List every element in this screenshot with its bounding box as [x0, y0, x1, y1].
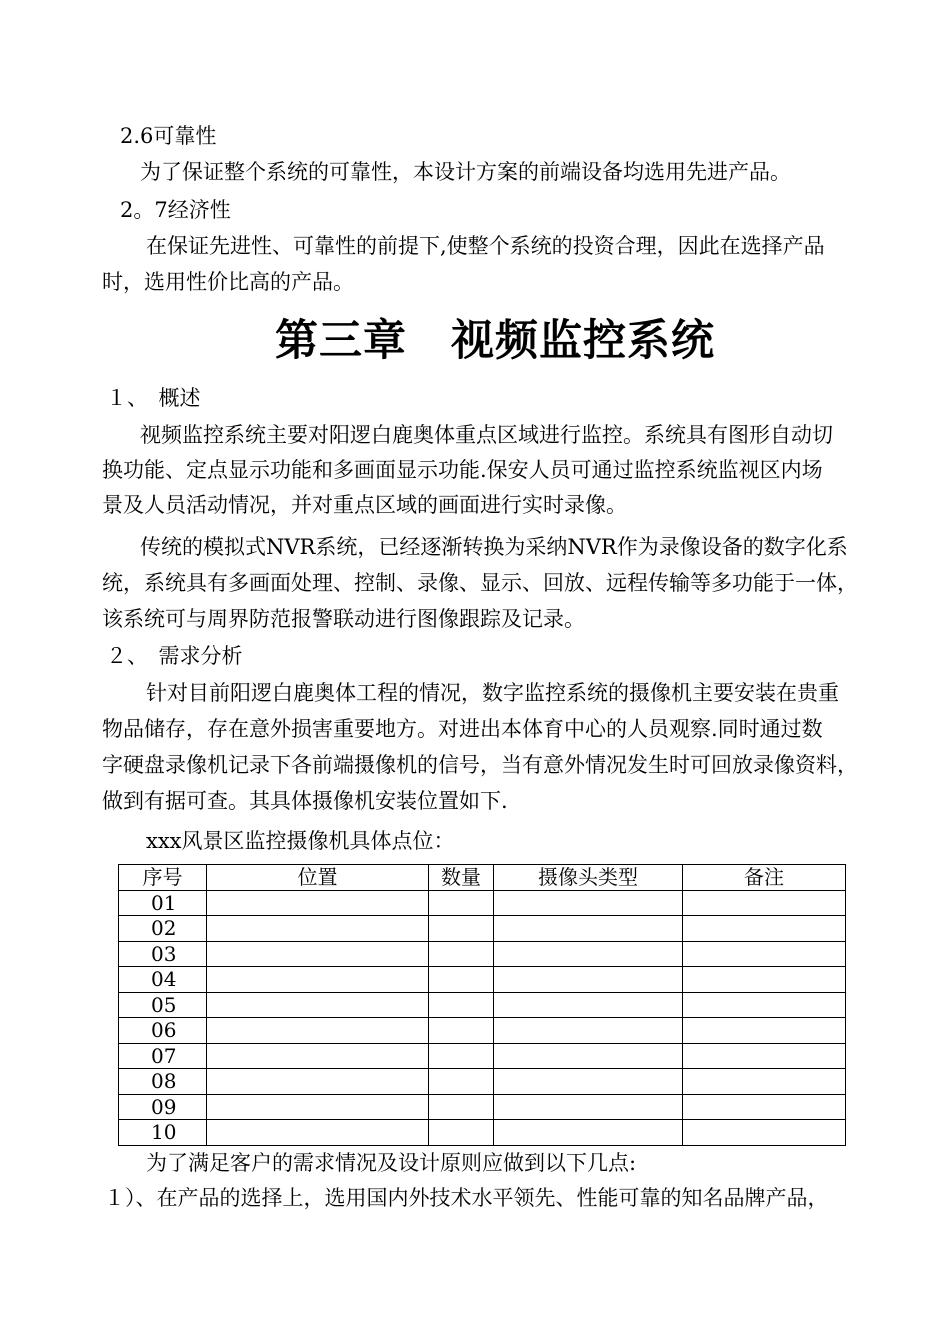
- cell-remarks: [683, 1043, 846, 1069]
- table-row: [119, 1018, 846, 1044]
- cell-remarks: [683, 1094, 846, 1120]
- cell-location: [207, 916, 429, 942]
- table-header-row: [119, 865, 846, 891]
- row-number: 01: [119, 890, 207, 916]
- cell-location: [207, 967, 429, 993]
- cell-location: [207, 992, 429, 1018]
- cell-quantity: [429, 1120, 494, 1146]
- section-2-6-body: 为了保证整个系统的可靠性，本设计方案的前端设备均选用先进产品。: [140, 160, 791, 184]
- cell-location: [207, 1094, 429, 1120]
- cell-camera-type: [494, 967, 683, 993]
- section-2-7-body-line-1: 在保证先进性、可靠性的前提下,使整个系统的投资合理，因此在选择产品: [146, 234, 825, 258]
- section-2-7-heading: 2。7经济性: [120, 198, 231, 222]
- cell-quantity: [429, 1094, 494, 1120]
- section-2-6-heading: 2.6可靠性: [120, 124, 217, 148]
- cell-remarks: [683, 916, 846, 942]
- analysis-p1-line-1: 针对目前阳逻白鹿奥体工程的情况，数字监控系统的摄像机主要安装在贵重: [146, 681, 839, 705]
- row-number: 10: [119, 1120, 207, 1146]
- table-row: [119, 916, 846, 942]
- cell-remarks: [683, 1120, 846, 1146]
- cell-location: [207, 1043, 429, 1069]
- cell-camera-type: [494, 916, 683, 942]
- column-header-location: 位置: [207, 865, 429, 891]
- table-row: [119, 1120, 846, 1146]
- table-row: [119, 890, 846, 916]
- cell-camera-type: [494, 1069, 683, 1095]
- cell-quantity: [429, 1069, 494, 1095]
- cell-camera-type: [494, 1094, 683, 1120]
- cell-quantity: [429, 1018, 494, 1044]
- cell-camera-type: [494, 1018, 683, 1044]
- table-row: [119, 967, 846, 993]
- row-number: 08: [119, 1069, 207, 1095]
- cell-remarks: [683, 992, 846, 1018]
- cell-quantity: [429, 1043, 494, 1069]
- cell-remarks: [683, 1018, 846, 1044]
- cell-quantity: [429, 992, 494, 1018]
- requirements-intro: 为了满足客户的需求情况及设计原则应做到以下几点:: [146, 1151, 637, 1175]
- row-number: 07: [119, 1043, 207, 1069]
- cell-camera-type: [494, 890, 683, 916]
- cell-remarks: [683, 967, 846, 993]
- overview-p2-line-3: 该系统可与周界防范报警联动进行图像跟踪及记录。: [102, 607, 585, 631]
- cell-remarks: [683, 941, 846, 967]
- cell-quantity: [429, 890, 494, 916]
- cell-location: [207, 1120, 429, 1146]
- table-row: [119, 1094, 846, 1120]
- table-row: [119, 941, 846, 967]
- cell-location: [207, 890, 429, 916]
- analysis-p1-line-2: 物品储存，存在意外损害重要地方。对进出本体育中心的人员观察.同时通过数: [102, 717, 823, 741]
- analysis-p1-line-3: 字硬盘录像机记录下各前端摄像机的信号，当有意外情况发生时可回放录像资料，: [102, 753, 858, 777]
- cell-camera-type: [494, 1043, 683, 1069]
- camera-points-table: [118, 864, 846, 1146]
- cell-camera-type: [494, 1120, 683, 1146]
- cell-quantity: [429, 916, 494, 942]
- table-row: [119, 1043, 846, 1069]
- row-number: 05: [119, 992, 207, 1018]
- overview-p2-line-2: 统，系统具有多画面处理、控制、录像、显示、回放、远程传输等多功能于一体，: [102, 571, 858, 595]
- cell-location: [207, 1069, 429, 1095]
- overview-p1-line-3: 景及人员活动情况，并对重点区域的画面进行实时录像。: [102, 493, 627, 517]
- cell-location: [207, 941, 429, 967]
- cell-remarks: [683, 890, 846, 916]
- row-number: 03: [119, 941, 207, 967]
- chapter-title: 第三章 视频监控系统: [275, 316, 715, 366]
- table-row: [119, 992, 846, 1018]
- column-header-quantity: 数量: [429, 865, 494, 891]
- row-number: 06: [119, 1018, 207, 1044]
- cell-camera-type: [494, 941, 683, 967]
- column-header-number: 序号: [119, 865, 207, 891]
- cell-camera-type: [494, 992, 683, 1018]
- analysis-heading: ２、 需求分析: [106, 644, 243, 668]
- section-2-7-body-line-2: 时，选用性价比高的产品。: [102, 270, 354, 294]
- overview-p1-line-1: 视频监控系统主要对阳逻白鹿奥体重点区域进行监控。系统具有图形自动切: [140, 423, 833, 447]
- cell-quantity: [429, 941, 494, 967]
- overview-heading: １、 概述: [106, 386, 201, 410]
- column-header-remarks: 备注: [683, 865, 846, 891]
- cell-location: [207, 1018, 429, 1044]
- table-row: [119, 1069, 846, 1095]
- column-header-camera-type: 摄像头类型: [494, 865, 683, 891]
- analysis-p1-line-4: 做到有据可查。其具体摄像机安装位置如下.: [102, 789, 508, 813]
- cell-quantity: [429, 967, 494, 993]
- table-caption: xxx风景区监控摄像机具体点位：: [146, 829, 455, 853]
- row-number: 09: [119, 1094, 207, 1120]
- overview-p1-line-2: 换功能、定点显示功能和多画面显示功能.保安人员可通过监控系统监视区内场: [102, 458, 823, 482]
- row-number: 02: [119, 916, 207, 942]
- requirement-item-1: １）、在产品的选择上，选用国内外技术水平领先、性能可靠的知名品牌产品，: [104, 1186, 829, 1210]
- cell-remarks: [683, 1069, 846, 1095]
- row-number: 04: [119, 967, 207, 993]
- overview-p2-line-1: 传统的模拟式NVR系统，已经逐渐转换为采纳NVR作为录像设备的数字化系: [140, 535, 848, 559]
